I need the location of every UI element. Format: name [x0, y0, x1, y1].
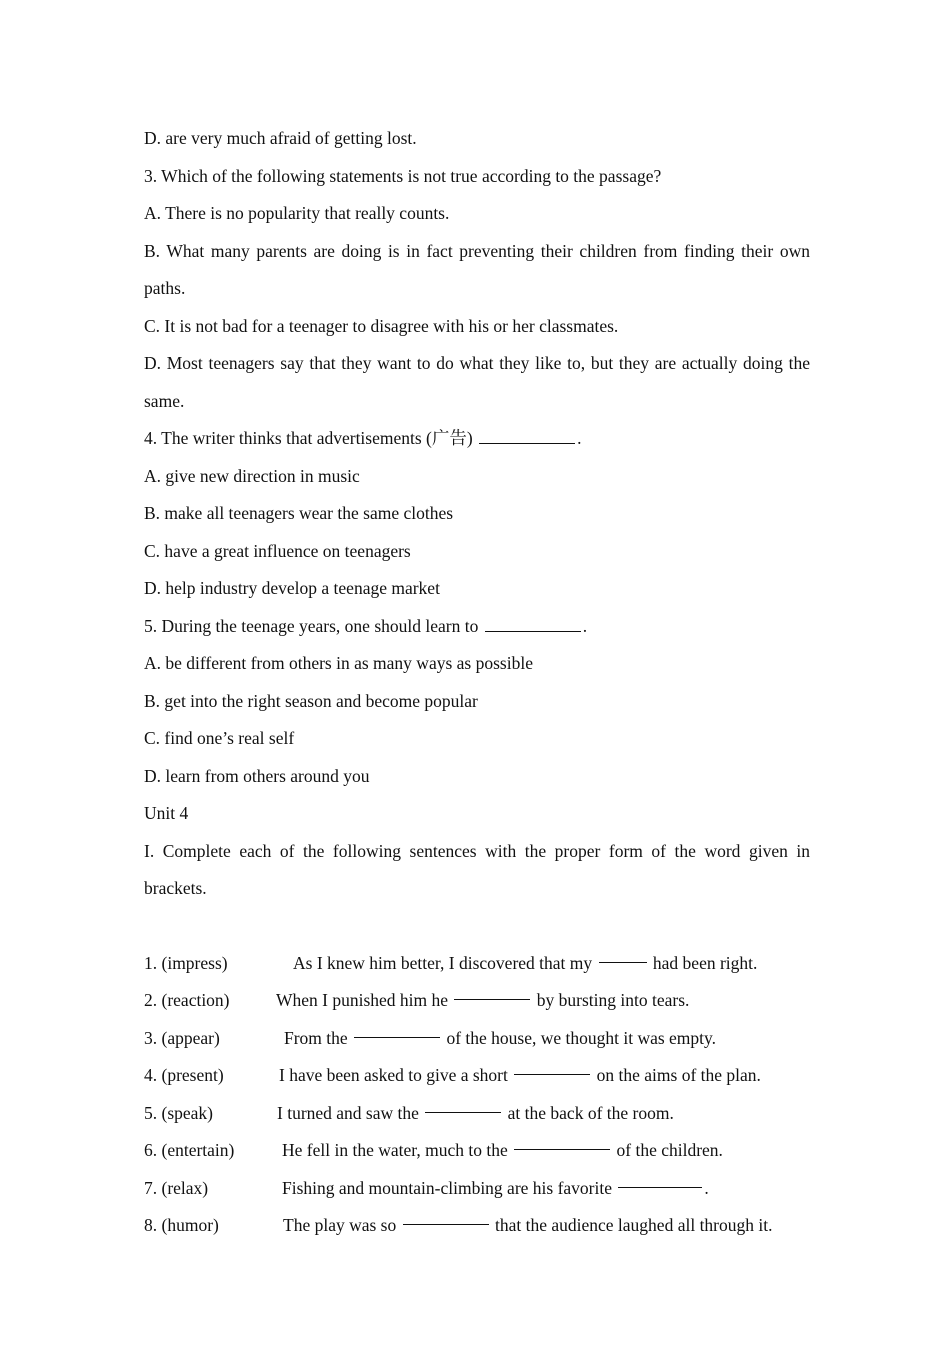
q5-stem-text: 5. During the teenage years, one should learn to — [144, 615, 479, 636]
q3-option-c: C. It is not bad for a teenager to disagree with his or her classmates. — [144, 315, 619, 336]
q4-option-b: B. make all teenagers wear the same clothes — [144, 503, 454, 523]
q4-answer-blank[interactable] — [479, 426, 575, 444]
fill-item-text: had been right. — [652, 952, 758, 973]
q3-option-d: D. Most teenagers say that they want to do what they like to, but they are actually doing the same. — [144, 353, 810, 411]
q5-option-d: D. learn from others around you — [144, 765, 370, 786]
fill-item-text: Fishing and mountain-climbing are his favorite — [282, 1177, 613, 1198]
q4-stem-end: . — [577, 428, 582, 448]
q3-option-a: A. There is no popularity that really counts. — [144, 203, 450, 223]
q4-option-c: C. have a great influence on teenagers — [144, 540, 411, 561]
q5-stem — [144, 608, 810, 646]
fill-item-word: 3. (appear) — [144, 1027, 220, 1048]
fill-item-text: that the audience laughed all through it. — [495, 1215, 773, 1235]
fill-item-text: He fell in the water, much to the — [282, 1140, 508, 1160]
fill-item-text: From the — [284, 1027, 348, 1048]
section1-instruction: I. Complete each of the following sentences with the proper form of the word given in brackets. — [144, 840, 810, 898]
fill-item-6 — [144, 1132, 810, 1170]
unit-heading: Unit 4 — [144, 803, 189, 823]
q5-option-b: B. get into the right season and become popular — [144, 690, 478, 711]
fill-blank[interactable] — [514, 1132, 610, 1150]
fill-item-2 — [144, 982, 810, 1020]
fill-blank[interactable] — [618, 1170, 702, 1188]
spacer — [144, 908, 810, 945]
fill-item-word: 5. (speak) — [144, 1102, 214, 1123]
fill-item-text: The play was so — [283, 1215, 397, 1235]
fill-item-3 — [144, 1020, 810, 1058]
q4-option-d: D. help industry develop a teenage market — [144, 578, 440, 598]
fill-item-text: I turned and saw the — [277, 1102, 419, 1123]
q4-option-a: A. give new direction in music — [144, 465, 360, 486]
fill-blank[interactable] — [354, 1020, 440, 1038]
q5-stem-end: . — [582, 615, 588, 636]
fill-blank[interactable] — [425, 1095, 501, 1113]
fill-item-word: 1. (impress) — [144, 952, 228, 973]
fill-item-text: As I knew him better, I discovered that my — [293, 952, 593, 973]
q4-stem-text: 4. The writer thinks that advertisements (广告) — [144, 428, 473, 448]
q5-option-a: A. be different from others in as many ways as possible — [144, 653, 533, 673]
fill-item-text: of the house, we thought it was empty. — [446, 1027, 717, 1048]
q5-answer-blank[interactable] — [485, 614, 581, 632]
fill-item-text: by bursting into tears. — [536, 990, 690, 1010]
q3-stem: 3. Which of the following statements is not true according to the passage? — [144, 165, 662, 186]
fill-item-text: . — [704, 1177, 709, 1198]
fill-blank[interactable] — [514, 1057, 590, 1075]
fill-item-text: of the children. — [616, 1140, 723, 1160]
q4-stem — [144, 420, 810, 458]
fill-item-word: 2. (reaction) — [144, 990, 230, 1010]
fill-blank[interactable] — [599, 945, 647, 963]
fill-item-word: 8. (humor) — [144, 1215, 219, 1235]
fill-item-text: at the back of the room. — [507, 1102, 674, 1123]
fill-blank[interactable] — [454, 982, 530, 1000]
document-page — [144, 120, 810, 1245]
fill-item-text: I have been asked to give a short — [279, 1065, 508, 1085]
fill-item-text: When I punished him he — [276, 990, 449, 1010]
fill-item-word: 6. (entertain) — [144, 1140, 235, 1160]
fill-item-5 — [144, 1095, 810, 1133]
fill-item-8 — [144, 1207, 810, 1245]
q2-option-d: D. are very much afraid of getting lost. — [144, 128, 417, 148]
q3-option-b: B. What many parents are doing is in fact preventing their children from finding their own paths. — [144, 240, 810, 298]
fill-item-7 — [144, 1170, 810, 1208]
fill-item-1 — [144, 945, 810, 983]
fill-blank[interactable] — [403, 1207, 489, 1225]
fill-item-text: on the aims of the plan. — [596, 1065, 761, 1085]
fill-item-word: 4. (present) — [144, 1065, 224, 1085]
fill-item-word: 7. (relax) — [144, 1177, 209, 1198]
q5-option-c: C. find one’s real self — [144, 728, 295, 748]
fill-item-4 — [144, 1057, 810, 1095]
